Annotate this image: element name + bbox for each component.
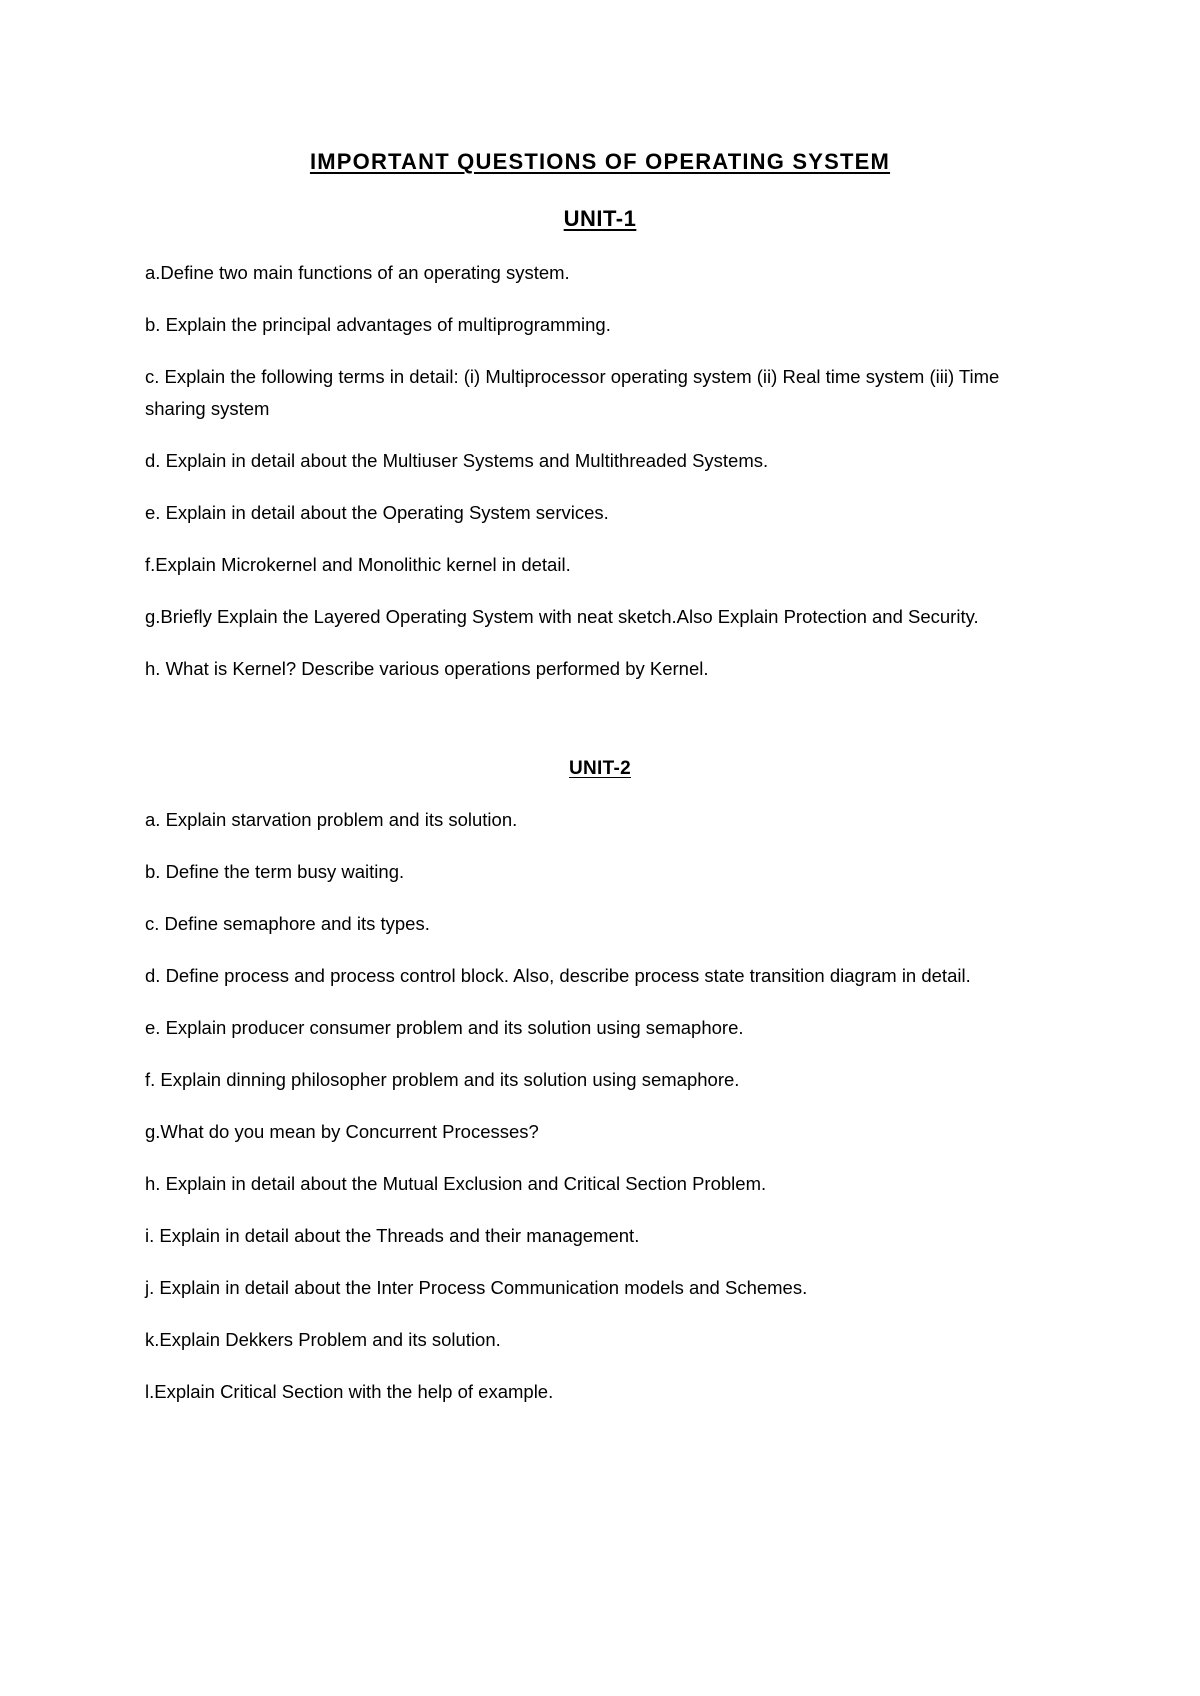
question-item: e. Explain producer consumer problem and its solution using semaphore. xyxy=(145,1017,744,1038)
question-item: j. Explain in detail about the Inter Process Communication models and Schemes. xyxy=(145,1277,808,1298)
question-item: b. Explain the principal advantages of multiprogramming. xyxy=(145,314,611,335)
question-item: b. Define the term busy waiting. xyxy=(145,861,405,882)
unit-1-question-list xyxy=(145,257,1065,705)
question-item: f.Explain Microkernel and Monolithic kernel in detail. xyxy=(145,554,571,575)
question-item: e. Explain in detail about the Operating System services. xyxy=(145,502,609,523)
question-item: g.What do you mean by Concurrent Processes? xyxy=(145,1121,539,1142)
unit-1-heading: UNIT-1 xyxy=(563,206,637,231)
question-item: i. Explain in detail about the Threads and their management. xyxy=(145,1225,640,1246)
question-item: h. What is Kernel? Describe various operations performed by Kernel. xyxy=(145,658,709,679)
question-item: d. Define process and process control block. Also, describe process state transition diagram in detail. xyxy=(145,965,971,986)
question-item: g.Briefly Explain the Layered Operating System with neat sketch.Also Explain Protection and Security. xyxy=(145,606,979,627)
question-item: l.Explain Critical Section with the help of example. xyxy=(145,1381,554,1402)
question-item: h. Explain in detail about the Mutual Exclusion and Critical Section Problem. xyxy=(145,1173,767,1194)
unit-2-question-list xyxy=(145,804,1065,1428)
document-title: IMPORTANT QUESTIONS OF OPERATING SYSTEM xyxy=(309,149,891,174)
question-item: c. Explain the following terms in detail: (i) Multiprocessor operating system (ii) Real time system (iii) Time sharing system xyxy=(145,366,1000,419)
unit-2-heading: UNIT-2 xyxy=(569,758,631,779)
question-item: a. Explain starvation problem and its solution. xyxy=(145,809,518,830)
question-item: f. Explain dinning philosopher problem and its solution using semaphore. xyxy=(145,1069,740,1090)
question-item: k.Explain Dekkers Problem and its solution. xyxy=(145,1329,501,1350)
question-item: c. Define semaphore and its types. xyxy=(145,913,430,934)
question-item: d. Explain in detail about the Multiuser Systems and Multithreaded Systems. xyxy=(145,450,769,471)
question-item: a.Define two main functions of an operating system. xyxy=(145,262,570,283)
